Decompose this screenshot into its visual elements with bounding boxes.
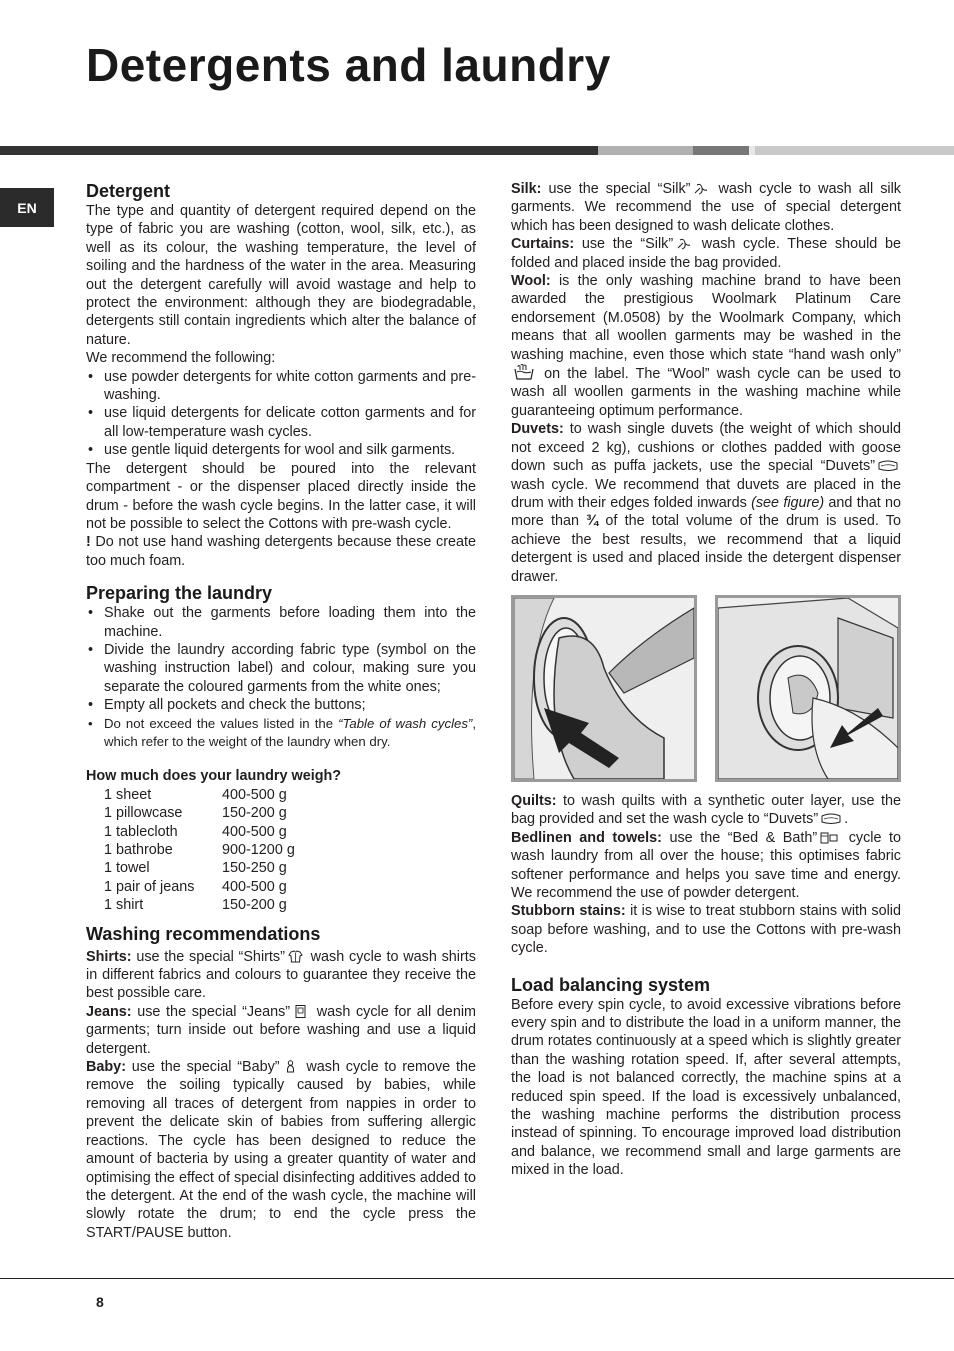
- detergent-warning: ! Do not use hand washing detergents because these create too much foam.: [86, 534, 476, 569]
- duvets-cycle-icon: [821, 812, 841, 825]
- list-item: • use liquid detergents for delicate cotton garments and for all low-temperature wash cycles.: [86, 404, 476, 441]
- detergent-dispenser: The detergent should be poured into the relevant compartment - or the dispenser placed directly inside the drum - before the wash cycle begins. In the latter case, it will not be possible to select the Cottons with pre-wash cycle.: [86, 460, 476, 532]
- header-rule-end: [755, 146, 954, 155]
- duvets-cycle-icon: [878, 459, 898, 472]
- list-item: • Divide the laundry according fabric type (symbol on the washing instruction label) and colour, making sure you separate the coloured garments from the white ones;: [86, 641, 476, 696]
- left-column: [86, 180, 476, 1242]
- table-row: 1 sheet 400-500 g: [104, 786, 287, 803]
- figure-duvet-loading-right: [715, 595, 901, 782]
- weights-table: [104, 786, 295, 915]
- header-rule-light: [598, 146, 693, 155]
- bedlinen-paragraph: Bedlinen and towels: use the “Bed & Bath” cycle to wash laundry from all over the house; this optimises fabric softener performance and helps you save time and energy. We recommend the use of powder detergent.: [511, 829, 901, 901]
- page-title: Detergents and laundry: [86, 39, 611, 91]
- baby-cycle-icon: [283, 1060, 298, 1073]
- page-number: 8: [96, 1294, 104, 1310]
- table-row: 1 bathrobe 900-1200 g: [104, 842, 295, 858]
- language-tab: EN: [0, 188, 54, 227]
- silk-paragraph: Silk: use the special “Silk” wash cycle to wash all silk garments. We recommend the use of special detergent which has been designed to wash delicate clothes.: [511, 181, 901, 234]
- detergent-intro: The type and quantity of detergent required depend on the type of fabric you are washing (cotton, wool, silk, etc.), as well as its colour, the washing temperature, the level of soiling and the hardness of the water in the area. Measuring out the detergent carefully will avoid wastage and help to protect the environment: although they are biodegradable, detergents still contain ingredients which alter the balance of nature.: [86, 203, 476, 348]
- warning-mark: !: [86, 534, 91, 551]
- detergent-heading: Detergent: [86, 181, 171, 201]
- quilts-paragraph: Quilts: to wash quilts with a synthetic outer layer, use the bag provided and set the wash cycle to “Duvets” .: [511, 792, 901, 828]
- load-balancing-text: Before every spin cycle, to avoid excessive vibrations before every spin and to distribute the load in a uniform manner, the drum rotates continuously at a speed which is slightly greater than the washing rotation speed. If, after several attempts, the load is not balanced correctly, the machine spins at a reduced spin speed. If the load is excessively unbalanced, the washing machine performs the distribution process instead of spinning. To encourage improved load distribution and balance, we recommend small and large garments are mixed in the load.: [511, 996, 901, 1179]
- load-balancing-heading: Load balancing system: [511, 974, 711, 995]
- right-column: [511, 180, 901, 1180]
- baby-paragraph: Baby: use the special “Baby” wash cycle to remove the remove the soiling typically caused by babies, while removing all traces of detergent from nappies in order to prevent the delicate skin of babies from suffering allergic reactions. The cycle has been designed to reduce the amount of bacteria by using a greater quantity of water and optimising the effect of special disinfecting additives added to the detergent. At the end of the wash cycle, the machine will slowly rotate the drum; to end the cycle press the START/PAUSE button.: [86, 1059, 476, 1241]
- detergent-recommend: We recommend the following:: [86, 350, 276, 367]
- list-item: • Shake out the garments before loading them into the machine.: [86, 604, 476, 641]
- washing-heading: Washing recommendations: [86, 923, 321, 944]
- duvet-loading-illustration: [718, 598, 898, 779]
- jeans-paragraph: Jeans: use the special “Jeans” wash cycle for all denim garments; turn inside out before washing and use a liquid detergent.: [86, 1003, 477, 1057]
- footer-rule: [0, 1278, 954, 1279]
- preparing-heading: Preparing the laundry: [86, 583, 273, 604]
- header-rule-mid: [693, 146, 749, 155]
- shirts-paragraph: Shirts: use the special “Shirts” wash cycle to wash shirts in different fabrics and colours to guarantee they receive the best possible care.: [86, 948, 476, 1002]
- shirts-cycle-icon: [288, 950, 303, 963]
- bed-bath-cycle-icon: [820, 831, 838, 844]
- list-item: • use powder detergents for white cotton garments and pre-washing.: [86, 368, 476, 405]
- wool-paragraph: Wool: is the only washing machine brand to have been awarded the prestigious Woolmark Platinum Care endorsement (M.0508) by the Woolmark Company, which means that all woollen garments may be washed in the washing machine, even those which state “hand wash only” on the label. The “Wool” wash cycle can be used to wash all woollen garments in the washing machine while guaranteeing optimum performance.: [511, 273, 901, 419]
- detergent-list: [86, 368, 476, 460]
- duvet-loading-illustration: [514, 598, 694, 779]
- stains-paragraph: Stubborn stains: it is wise to treat stubborn stains with solid soap before washing, and to use the Cottons with pre-wash cycle.: [511, 903, 901, 957]
- table-row: 1 tablecloth 400-500 g: [104, 823, 287, 840]
- duvet-loading-figures: [511, 595, 901, 782]
- table-row: 1 pillowcase 150-200 g: [104, 805, 287, 822]
- duvets-paragraph: Duvets: to wash single duvets (the weight of which should not exceed 2 kg), cushions or clothes padded with goose down such as puffa jackets, use the special “Duvets” wash cycle. We recommend that duvets are placed in the drum with their edges folded inwards (see figure) and that no more than ¾ of the total volume of the drum is used. To achieve the best results, we recommend that a liquid detergent is used and placed inside the detergent dispenser drawer.: [511, 421, 901, 585]
- header-rule-dark: [0, 146, 598, 155]
- list-item: • Do not exceed the values listed in the “Table of wash cycles”, which refer to the weight of the laundry when dry.: [86, 715, 476, 752]
- weights-heading: How much does your laundry weigh?: [86, 768, 342, 785]
- table-row: 1 pair of jeans 400-500 g: [104, 878, 287, 895]
- silk-cycle-icon: [693, 182, 708, 195]
- hand-wash-icon: [514, 364, 534, 380]
- figure-duvet-loading-left: [511, 595, 697, 782]
- silk-cycle-icon: [676, 237, 691, 250]
- preparing-list: [86, 604, 476, 751]
- table-row: 1 shirt 150-200 g: [104, 897, 287, 914]
- list-item: • Empty all pockets and check the buttons;: [86, 696, 476, 714]
- table-row: 1 towel 150-250 g: [104, 860, 287, 877]
- list-item: • use gentle liquid detergents for wool and silk garments.: [86, 441, 476, 459]
- jeans-cycle-icon: [293, 1005, 308, 1018]
- curtains-paragraph: Curtains: use the “Silk” wash cycle. These should be folded and placed inside the bag provided.: [511, 236, 901, 271]
